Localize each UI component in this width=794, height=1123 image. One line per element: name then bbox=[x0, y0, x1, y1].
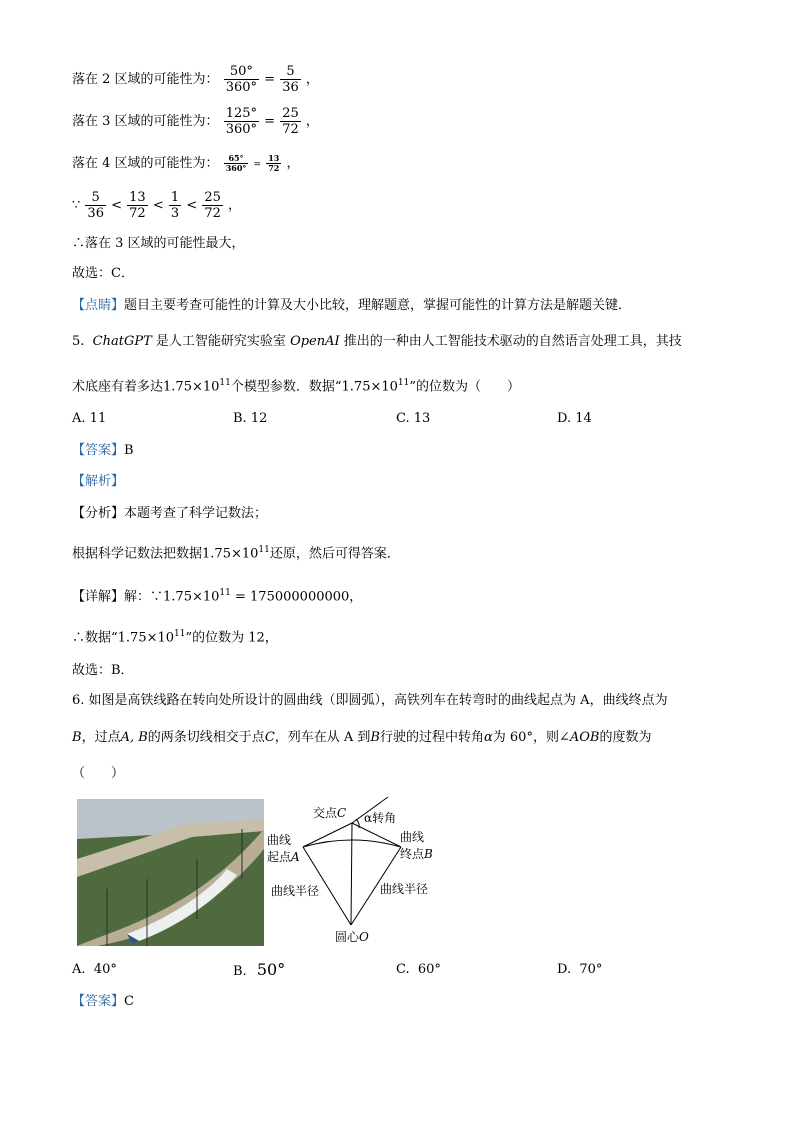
comparison-line: ∵ $\frac{5}{36}$ < $\frac{13}{72}$ < $\frac{1}{3}$ < $\frac{25}{72}$ ， bbox=[72, 190, 242, 221]
fraction: $\frac{65^\circ}{360^\circ}$ bbox=[225, 153, 247, 173]
fraction: $\frac{50^\circ}{360^\circ}$ bbox=[225, 64, 258, 95]
answer-value: B bbox=[124, 443, 134, 458]
dianjing-line bbox=[72, 297, 631, 315]
q5-option-d[interactable]: D. 14 bbox=[557, 411, 592, 426]
fraction: $\frac{25}{72}$ bbox=[204, 190, 221, 221]
fraction: $\frac{13}{72}$ bbox=[129, 190, 146, 221]
label-radius-left: 曲线半径 bbox=[271, 884, 320, 898]
label-start-1: 曲线 bbox=[267, 833, 292, 847]
label-point-c: 交点C bbox=[313, 806, 347, 820]
answer-tag: 【答案】 bbox=[72, 994, 125, 1009]
label-end-1: 曲线 bbox=[400, 830, 425, 844]
q5-answer bbox=[72, 442, 134, 460]
question-number: 5. bbox=[72, 334, 85, 349]
q5-method: 根据科学记数法把数据$1.75\times 10^{11}$还原，然后可得答案． bbox=[72, 545, 400, 562]
prob-line-4: 落在 4 区域的可能性为： $\frac{65^\circ}{360^\circ}$ = $\frac{13}{72}$ ， bbox=[72, 153, 300, 173]
q5-option-b[interactable]: B. 12 bbox=[233, 411, 268, 426]
answer-tag: 【答案】 bbox=[72, 443, 125, 458]
line-oc bbox=[351, 823, 352, 925]
q5-detail: 【详解】解：$\because 1.75\times 10^{11} = 175000000000$， bbox=[72, 588, 363, 605]
question-number: 6. bbox=[72, 693, 85, 708]
fraction: $\frac{25}{72}$ bbox=[282, 106, 299, 137]
sci-number: 1.75×10 bbox=[163, 379, 220, 395]
label-start-2: 起点A bbox=[267, 850, 300, 864]
answer-value: C bbox=[124, 994, 134, 1009]
openai-term: OpenAI bbox=[290, 334, 340, 349]
q6-option-b[interactable]: B. 50° bbox=[233, 960, 286, 979]
tangent-line-a bbox=[303, 823, 352, 847]
q5-conclusion: ∴数据“$1.75\times 10^{11}$”的位数为 12， bbox=[72, 629, 278, 646]
dianjing-tag: 【点睛】 bbox=[72, 298, 125, 313]
q5-option-c[interactable]: C. 13 bbox=[396, 411, 431, 426]
line-text: 落在 3 区域的可能性为： bbox=[72, 114, 219, 129]
fraction: $\frac{13}{72}$ bbox=[268, 153, 280, 173]
q6-stem-line2: B，过点A, B的两条切线相交于点C，列车在从 A 到B行驶的过程中转角α为 60°，则∠AOB的度数为 bbox=[72, 730, 652, 745]
chatgpt-term: ChatGPT bbox=[92, 334, 152, 349]
q5-option-a[interactable]: A. 11 bbox=[72, 411, 107, 426]
fraction: $\frac{125^\circ}{360^\circ}$ bbox=[225, 106, 258, 137]
q6-option-c[interactable]: C. 60° bbox=[396, 962, 441, 977]
label-center-o: 圆心O bbox=[335, 930, 369, 944]
train-photo bbox=[77, 799, 264, 946]
q5-fenxi: 【分析】本题考查了科学记数法； bbox=[72, 506, 268, 521]
q6-option-a[interactable]: A. 40° bbox=[72, 962, 117, 977]
dianjing-text: 题目主要考查可能性的计算及大小比较，理解题意，掌握可能性的计算方法是解题关键． bbox=[124, 298, 632, 313]
fraction: $\frac{5}{36}$ bbox=[282, 64, 299, 95]
fraction: $\frac{1}{3}$ bbox=[170, 190, 180, 221]
prob-line-2: 落在 2 区域的可能性为： $\frac{50^\circ}{360^\circ}$ = $\frac{5}{36}$ ， bbox=[72, 64, 319, 95]
label-radius-right: 曲线半径 bbox=[380, 882, 429, 896]
q5-choose: 故选：B． bbox=[72, 663, 134, 678]
label-end-2: 终点B bbox=[400, 847, 433, 861]
q5-stem-line1: 5. ChatGPT 是人工智能研究实验室 OpenAI 推出的一种由人工智能技术驱动的自然语言处理工具，其技 bbox=[72, 334, 682, 349]
q5-stem-line2: 术底座有着多达$1.75\times 10^{11}$个模型参数．数据“$1.75\times 10^{11}$”的位数为（ ） bbox=[72, 378, 521, 395]
q6-stem-line3: （ ） bbox=[72, 766, 125, 781]
q6-answer bbox=[72, 993, 134, 1011]
q5-analysis-tag: 【解析】 bbox=[72, 474, 125, 489]
q6-stem-line1: 6. 如图是高铁线路在转向处所设计的圆曲线（即圆弧），高铁列车在转弯时的曲线起点为 A，曲线终点为 bbox=[72, 693, 668, 708]
prob-line-3: 落在 3 区域的可能性为： $\frac{125^\circ}{360^\circ}$ = $\frac{25}{72}$ ， bbox=[72, 106, 319, 137]
label-turn-angle: α转角 bbox=[364, 811, 397, 825]
fraction: $\frac{5}{36}$ bbox=[87, 190, 104, 221]
line-text: 落在 2 区域的可能性为： bbox=[72, 72, 219, 87]
curve-diagram bbox=[265, 795, 445, 950]
q6-option-d[interactable]: D. 70° bbox=[557, 962, 603, 977]
line-text: 落在 4 区域的可能性为： bbox=[72, 156, 219, 171]
conclusion-line: ∴落在 3 区域的可能性最大， bbox=[72, 236, 245, 251]
choose-line: 故选：C． bbox=[72, 266, 134, 281]
